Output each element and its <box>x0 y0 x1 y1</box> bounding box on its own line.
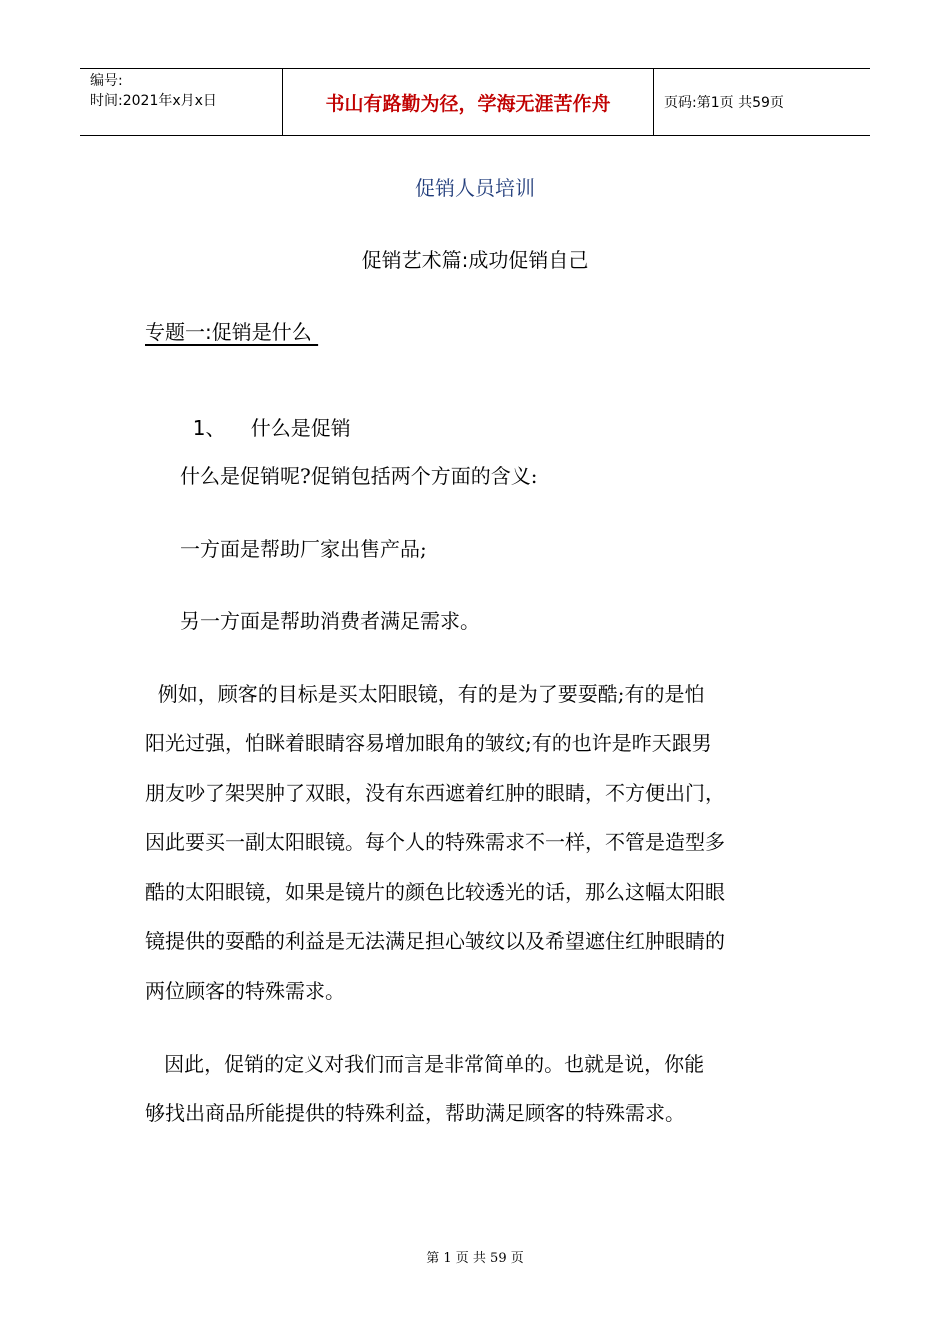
document-subtitle: 促销艺术篇:成功促销自己 <box>361 248 589 272</box>
text-line: 镜提供的耍酷的利益是无法满足担心皱纹以及希望遮住红肿眼睛的 <box>145 929 725 953</box>
section-heading <box>180 388 351 441</box>
document-title: 促销人员培训 <box>415 176 535 200</box>
header-number-label: 编号: <box>90 73 123 89</box>
text-line: 例如，顾客的目标是买太阳眼镜，有的是为了要耍酷;有的是怕 <box>145 682 705 706</box>
topic-heading: 专题一:促销是什么 <box>145 320 319 344</box>
header-time-label: 时间:2021年x月x日 <box>90 93 217 109</box>
section-number: 1、 <box>192 416 226 440</box>
text-line: 两位顾客的特殊需求。 <box>145 979 345 1003</box>
header-page-info: 页码:第1页 共59页 <box>664 95 784 111</box>
page-footer: 第 1 页 共 59 页 <box>426 1251 524 1266</box>
text-line: 因此要买一副太阳眼镜。每个人的特殊需求不一样，不管是造型多 <box>145 830 725 854</box>
header-meta <box>80 69 282 135</box>
text-line: 酷的太阳眼镜，如果是镜片的颜色比较透光的话，那么这幅太阳眼 <box>145 880 725 904</box>
text-line: 够找出商品所能提供的特殊利益，帮助满足顾客的特殊需求。 <box>145 1101 685 1125</box>
text-line: 因此，促销的定义对我们而言是非常简单的。也就是说，你能 <box>145 1052 705 1076</box>
section-text: 什么是促销 <box>250 416 351 440</box>
paragraph-aspect-1: 一方面是帮助厂家出售产品; <box>180 537 427 561</box>
text-line: 阳光过强，怕眯着眼睛容易增加眼角的皱纹;有的也许是昨天跟男 <box>145 731 712 755</box>
header-motto: 书山有路勤为径，学海无涯苦作舟 <box>325 92 611 115</box>
header-motto-cell <box>282 69 654 135</box>
paragraph-aspect-2: 另一方面是帮助消费者满足需求。 <box>180 609 480 633</box>
paragraph-intro: 什么是促销呢?促销包括两个方面的含义: <box>180 464 538 488</box>
text-line: 朋友吵了架哭肿了双眼，没有东西遮着红肿的眼睛，不方便出门， <box>145 781 725 805</box>
page-header <box>80 68 870 136</box>
